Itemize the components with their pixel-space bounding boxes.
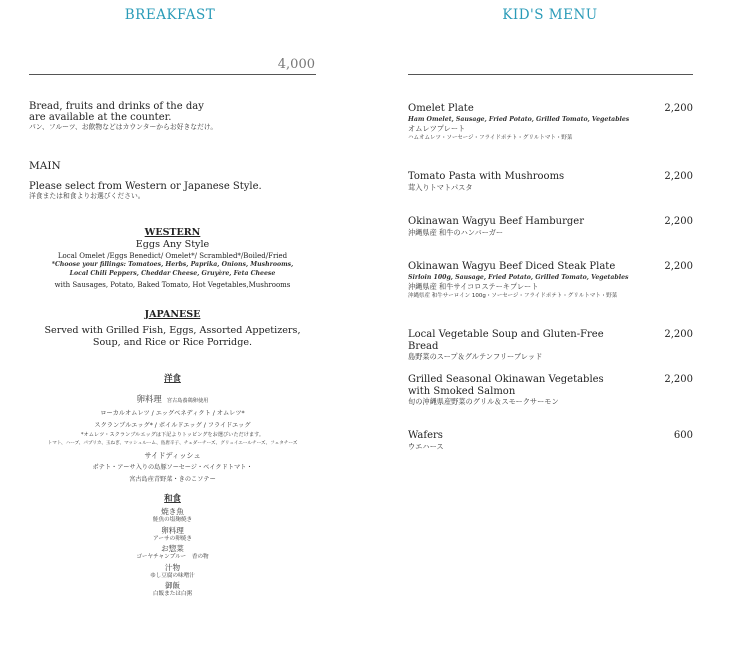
kids-item-pasta [408, 171, 693, 193]
kids-item-desc: Sirloin 100g, Sausage, Fried Potato, Grilled Tomato, Vegetables [408, 273, 629, 281]
main-line: Please select from Western or Japanese Style. [29, 181, 262, 192]
jp-western-line-1: ローカルオムレツ / エッグベネディクト / オムレツ* [100, 410, 245, 417]
kids-item-price: 600 [673, 430, 693, 441]
kids-item-hamburger [408, 216, 693, 238]
jp-fish-head: 焼き魚 [161, 507, 184, 516]
jp-side-head: サイドディッシュ [144, 451, 201, 460]
jp-side-2: 宮古島産青野菜・きのこソテー [129, 476, 216, 483]
kids-item-price: 2,200 [664, 103, 693, 114]
jp-western-line-2: スクランブルエッグ* / ボイルドエッグ / フライドエッグ [94, 422, 251, 429]
intro-line-1: Bread, fruits and drinks of the day [29, 101, 204, 112]
intro-line-2: are available at the counter. [29, 112, 172, 123]
kids-item-name: Wafers [408, 430, 443, 441]
jp-egg-note: 宮古島養鶏卵使用 [166, 398, 209, 404]
breakfast-title: BREAKFAST [124, 7, 216, 23]
jp-western-section [29, 372, 316, 486]
breakfast-price: 4,000 [277, 57, 315, 72]
jp-egg2-head: 卵料理 [161, 525, 184, 535]
western-line-2: with Sausages, Potato, Baked Tomato, Hot Vegetables,Mushrooms [54, 281, 291, 289]
jp-egg-head: 卵料理 [136, 394, 162, 404]
kids-item-name: Okinawan Wagyu Beef Hamburger [408, 216, 584, 227]
kids-menu-title: KID'S MENU [502, 7, 598, 23]
jp-side-1: ポテト・アーサ入りの島豚ソーセージ・ベイクドトマト・ [92, 464, 253, 471]
western-title: WESTERN [144, 227, 201, 238]
jp-fish-desc: 鮭魚の塩麹焼き [152, 517, 193, 523]
western-subtitle: Eggs Any Style [135, 239, 210, 250]
western-line-1: Local Omelet /Eggs Benedict/ Omelet*/ Scrambled*/Boiled/Fried [57, 252, 288, 260]
kids-item-steak [408, 261, 693, 300]
japanese-section [29, 309, 316, 349]
kids-item-vegetables [408, 374, 693, 407]
kids-item-name: Omelet Plate [408, 103, 474, 114]
main-section [29, 160, 262, 201]
japanese-line-2: Soup, and Rice or Rice Porridge. [92, 337, 253, 348]
kids-item-price: 2,200 [664, 171, 693, 182]
western-fillings-1: *Choose your fillings: Tomatoes, Herbs, Paprika, Onions, Mushrooms, [51, 261, 294, 268]
kids-divider [408, 74, 693, 75]
kids-item-jp: 沖縄県産 和牛のハンバーガー [408, 227, 504, 237]
main-jp: 洋食または和食よりお選びください。 [29, 192, 145, 200]
kids-item-jp: 茸入りトマトパスタ [408, 182, 473, 192]
jp-western-note-1: *オムレツ・スクランブルエッグは下記よりトッピングをお選びいただけます。 [80, 432, 265, 438]
breakfast-divider [29, 74, 316, 75]
jp-rice-desc: 白飯または白粥 [152, 591, 193, 597]
kids-item-wafers [408, 430, 693, 452]
japanese-title: JAPANESE [144, 309, 201, 320]
kids-item-jp-desc: 沖縄県産 和牛サーロイン 100g・ソーセージ・フライドポテト・グリルトマト・野菜 [408, 292, 618, 299]
intro-jp: パン、フルーツ、お飲物などはカウンターからお好きなだけ。 [29, 123, 218, 131]
jp-soup-desc: ゆし豆腐の味噌汁 [150, 572, 195, 579]
kids-item-name: Okinawan Wagyu Beef Diced Steak Plate [408, 261, 616, 272]
kids-item-name-1: Grilled Seasonal Okinawan Vegetables [408, 374, 604, 385]
jp-japanese-section [29, 492, 316, 599]
kids-item-jp: ウエハース [408, 441, 444, 451]
japanese-line-1: Served with Grilled Fish, Eggs, Assorted Appetizers, [44, 325, 301, 336]
kids-item-desc: Ham Omelet, Sausage, Fried Potato, Grilled Tomato, Vegetables [408, 115, 630, 123]
jp-okazu-head: お惣菜 [161, 544, 184, 553]
western-section [29, 227, 316, 290]
main-label: MAIN [29, 160, 61, 172]
jp-western-note-2: トマト、ハーブ、パプリカ、玉ねぎ、マッシュルーム、島唐辛子、チェダーチーズ、グリュイエールチーズ、フェタチーズ [47, 440, 298, 446]
kids-item-price: 2,200 [664, 329, 693, 340]
kids-item-name: Tomato Pasta with Mushrooms [408, 171, 565, 182]
breakfast-intro [29, 101, 217, 132]
kids-item-name: Local Vegetable Soup and Gluten-Free Bread [408, 329, 604, 352]
kids-item-jp-desc: ハムオムレツ・ソーセージ・フライドポテト・グリルトマト・野菜 [408, 134, 573, 141]
kids-item-jp: 旬の沖縄県産野菜のグリル＆スモークサーモン [408, 397, 559, 406]
kids-item-price: 2,200 [664, 216, 693, 227]
kids-item-jp: 島野菜のスープ＆グルテンフリーブレッド [408, 352, 543, 361]
kids-item-name-2: with Smoked Salmon [408, 385, 516, 397]
jp-japanese-title: 和食 [164, 493, 181, 503]
kids-item-omelet [408, 103, 693, 142]
jp-okazu-desc: ゴーヤチャンプルー 香の物 [136, 554, 209, 560]
kids-item-soup [408, 329, 693, 362]
jp-rice-head: 御飯 [164, 581, 181, 590]
kids-item-jp: 沖縄県産 和牛サイコロステーキプレート [408, 281, 539, 291]
kids-item-jp: オムレツプレート [408, 123, 466, 133]
jp-soup-head: 汁物 [164, 562, 181, 572]
kids-item-price: 2,200 [664, 374, 693, 385]
jp-egg2-desc: アーサの卵焼き [153, 535, 192, 542]
kids-item-price: 2,200 [664, 261, 693, 272]
western-fillings-2: Local Chili Peppers, Cheddar Cheese, Gruyère, Feta Cheese [69, 269, 276, 277]
jp-western-title: 洋食 [164, 373, 181, 383]
